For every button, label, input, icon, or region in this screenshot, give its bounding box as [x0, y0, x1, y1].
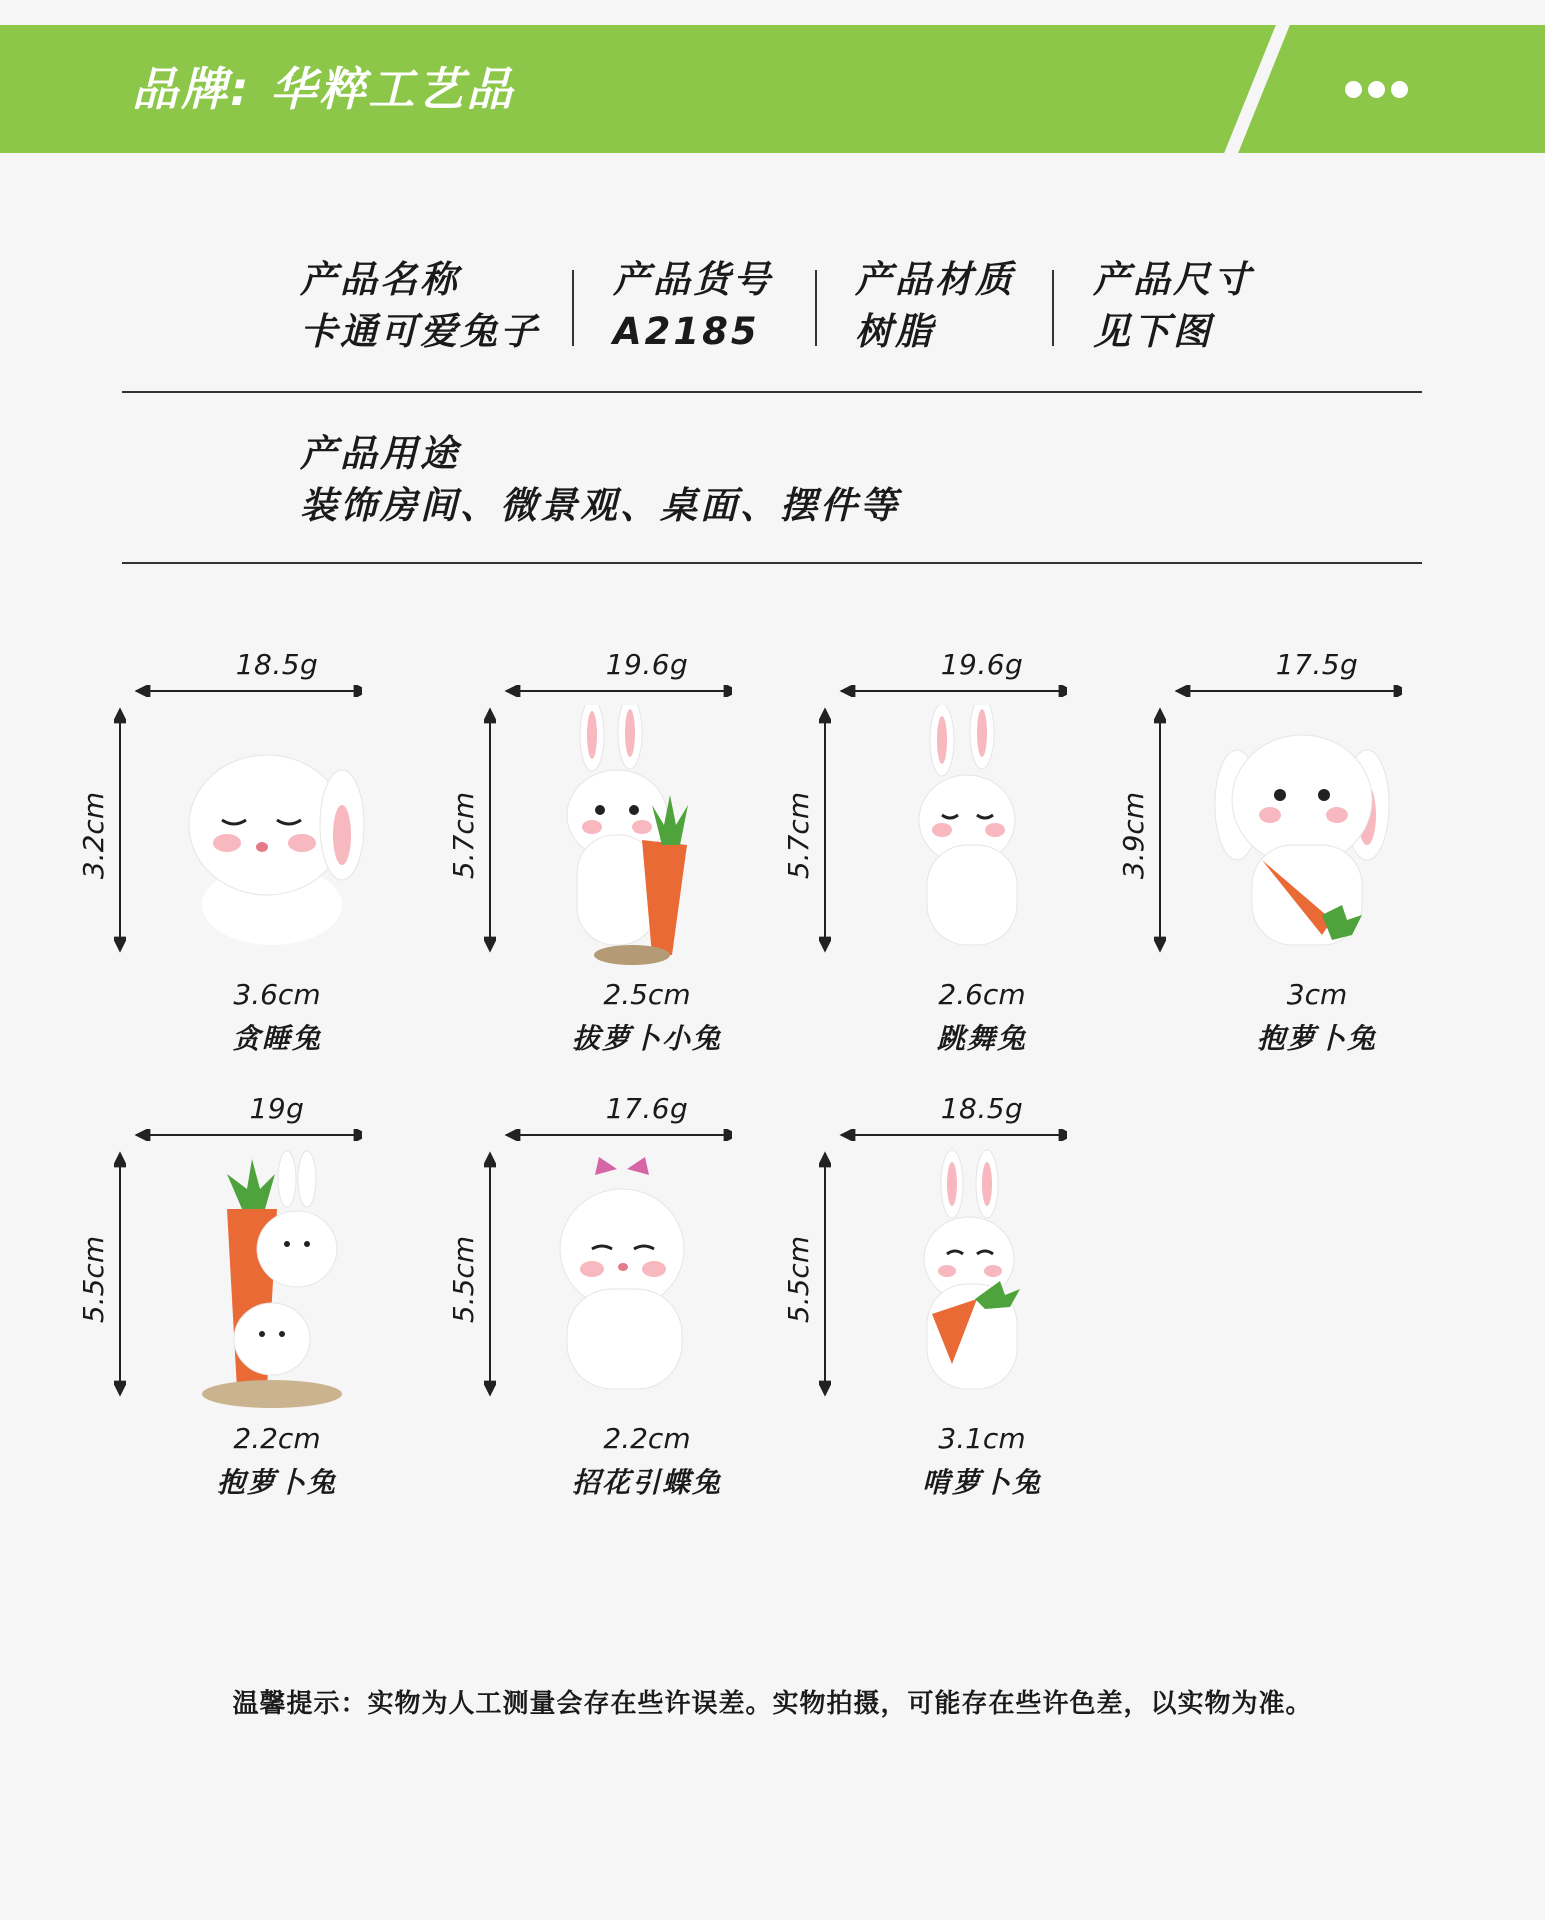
height-arrow: [484, 705, 496, 955]
banner-divider: [1222, 19, 1293, 159]
butterfly-bunny-figure: [512, 1149, 772, 1409]
usage-section: [300, 428, 900, 532]
divider-line: [122, 562, 1422, 564]
spec-label: 产品货号: [613, 258, 773, 301]
spec-label: 产品名称: [300, 258, 460, 301]
width-arrow: [502, 685, 732, 697]
usage-label: 产品用途: [300, 432, 460, 475]
product-width: 2.2cm: [603, 1422, 691, 1455]
width-arrow: [837, 1129, 1067, 1141]
product-height-label: 3.9cm: [1117, 791, 1151, 879]
width-arrow: [502, 1129, 732, 1141]
spec-size: [1093, 254, 1253, 358]
product-weight: 19.6g: [940, 648, 1024, 681]
disclaimer-note: 温馨提示：实物为人工测量会存在些许误差。实物拍摄，可能存在些许色差，以实物为准。: [232, 1689, 1313, 1719]
more-dot: [1368, 81, 1385, 98]
product-height: [444, 1159, 484, 1399]
product-height-label: 5.7cm: [782, 791, 816, 879]
carrot-stack-bunny-figure: [142, 1149, 402, 1409]
spec-label: 产品尺寸: [1093, 258, 1253, 301]
product-card[interactable]: [77, 645, 452, 1085]
more-dot: [1345, 81, 1362, 98]
product-height-label: 5.5cm: [77, 1235, 111, 1323]
product-height: [74, 1159, 114, 1399]
product-weight: 17.6g: [605, 1092, 689, 1125]
product-name: 跳舞兔: [936, 1022, 1027, 1055]
product-height: [779, 715, 819, 955]
product-weight: 18.5g: [940, 1092, 1024, 1125]
spec-label: 产品材质: [855, 258, 1015, 301]
product-height-label: 5.5cm: [782, 1235, 816, 1323]
product-height: [74, 715, 114, 955]
product-name: 贪睡兔: [231, 1022, 322, 1055]
spec-divider: [815, 270, 817, 346]
product-width: 3.1cm: [938, 1422, 1026, 1455]
sleeping-bunny-figure: [142, 705, 402, 965]
product-weight: 19.6g: [605, 648, 689, 681]
spec-value: 卡通可爱兔子: [300, 310, 540, 353]
product-name: 招花引蝶兔: [571, 1466, 722, 1499]
product-weight: 19g: [249, 1092, 305, 1125]
product-height: [444, 715, 484, 955]
width-arrow: [132, 685, 362, 697]
width-arrow: [132, 1129, 362, 1141]
divider-line: [122, 391, 1422, 393]
product-height: [1114, 715, 1154, 955]
more-dot: [1391, 81, 1408, 98]
product-width: 2.5cm: [603, 978, 691, 1011]
height-arrow: [114, 1149, 126, 1399]
spec-divider: [572, 270, 574, 346]
product-name: 抱萝卜兔: [216, 1466, 337, 1499]
height-arrow: [1154, 705, 1166, 955]
brand-title: 品牌: 华粹工艺品: [132, 62, 516, 116]
product-name: 拔萝卜小兔: [571, 1022, 722, 1055]
product-height-label: 5.5cm: [447, 1235, 481, 1323]
usage-value: 装饰房间、微景观、桌面、摆件等: [300, 484, 900, 527]
height-arrow: [819, 705, 831, 955]
product-height-label: 3.2cm: [77, 791, 111, 879]
spec-value: 树脂: [855, 310, 935, 353]
product-width: 2.2cm: [233, 1422, 321, 1455]
spec-divider: [1052, 270, 1054, 346]
product-card[interactable]: [447, 1089, 822, 1529]
carrot-hugging-bunny-figure: [1182, 705, 1442, 965]
spec-material: [855, 254, 1015, 358]
product-width: 3cm: [1286, 978, 1348, 1011]
product-card[interactable]: [1117, 645, 1492, 1085]
brand-banner: [0, 25, 1545, 153]
height-arrow: [114, 705, 126, 955]
dancing-bunny-figure: [847, 705, 1107, 965]
product-card[interactable]: [782, 1089, 1157, 1529]
carrot-pulling-bunny-figure: [512, 705, 772, 965]
spec-item-number: [613, 254, 773, 358]
product-name: 啃萝卜兔: [921, 1466, 1042, 1499]
width-arrow: [1172, 685, 1402, 697]
product-height: [779, 1159, 819, 1399]
product-card[interactable]: [782, 645, 1157, 1085]
product-width: 2.6cm: [938, 978, 1026, 1011]
carrot-nibbling-bunny-figure: [847, 1149, 1107, 1409]
product-width: 3.6cm: [233, 978, 321, 1011]
product-card[interactable]: [77, 1089, 452, 1529]
spec-value: 见下图: [1093, 310, 1213, 353]
height-arrow: [819, 1149, 831, 1399]
more-icon[interactable]: [1345, 25, 1408, 153]
spec-name: [300, 254, 540, 358]
product-weight: 17.5g: [1275, 648, 1359, 681]
product-weight: 18.5g: [235, 648, 319, 681]
height-arrow: [484, 1149, 496, 1399]
product-name: 抱萝卜兔: [1256, 1022, 1377, 1055]
spec-value: A2185: [613, 310, 760, 353]
product-height-label: 5.7cm: [447, 791, 481, 879]
width-arrow: [837, 685, 1067, 697]
product-card[interactable]: [447, 645, 822, 1085]
